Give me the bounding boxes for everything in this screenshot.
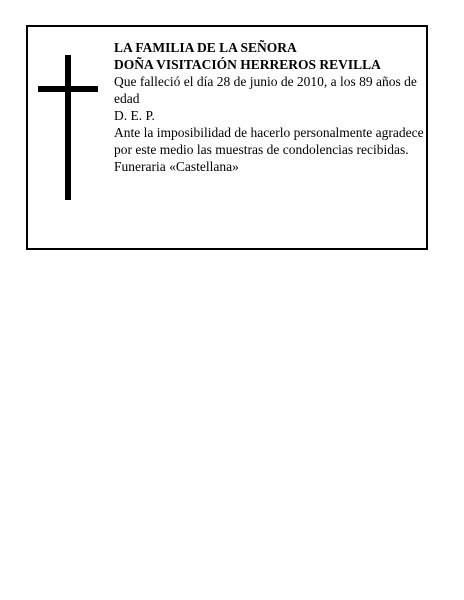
funeral-home: Funeraria «Castellana»	[114, 159, 239, 174]
thanks-statement: Ante la imposibilidad de hacerlo personalmente agradece por este medio las muestras de condolencias recibidas.	[114, 125, 424, 157]
cross-horizontal-bar	[38, 86, 98, 92]
notice-text	[114, 39, 424, 175]
rip-text: D. E. P.	[114, 108, 155, 123]
obituary-notice	[26, 25, 428, 250]
heading-family: LA FAMILIA DE LA SEÑORA	[114, 40, 297, 55]
death-statement: Que falleció el día 28 de junio de 2010, a los 89 años de edad	[114, 74, 417, 106]
cross-icon	[38, 55, 98, 200]
cross-vertical-bar	[65, 55, 71, 200]
heading-deceased-name: DOÑA VISITACIÓN HERREROS REVILLA	[114, 57, 381, 72]
